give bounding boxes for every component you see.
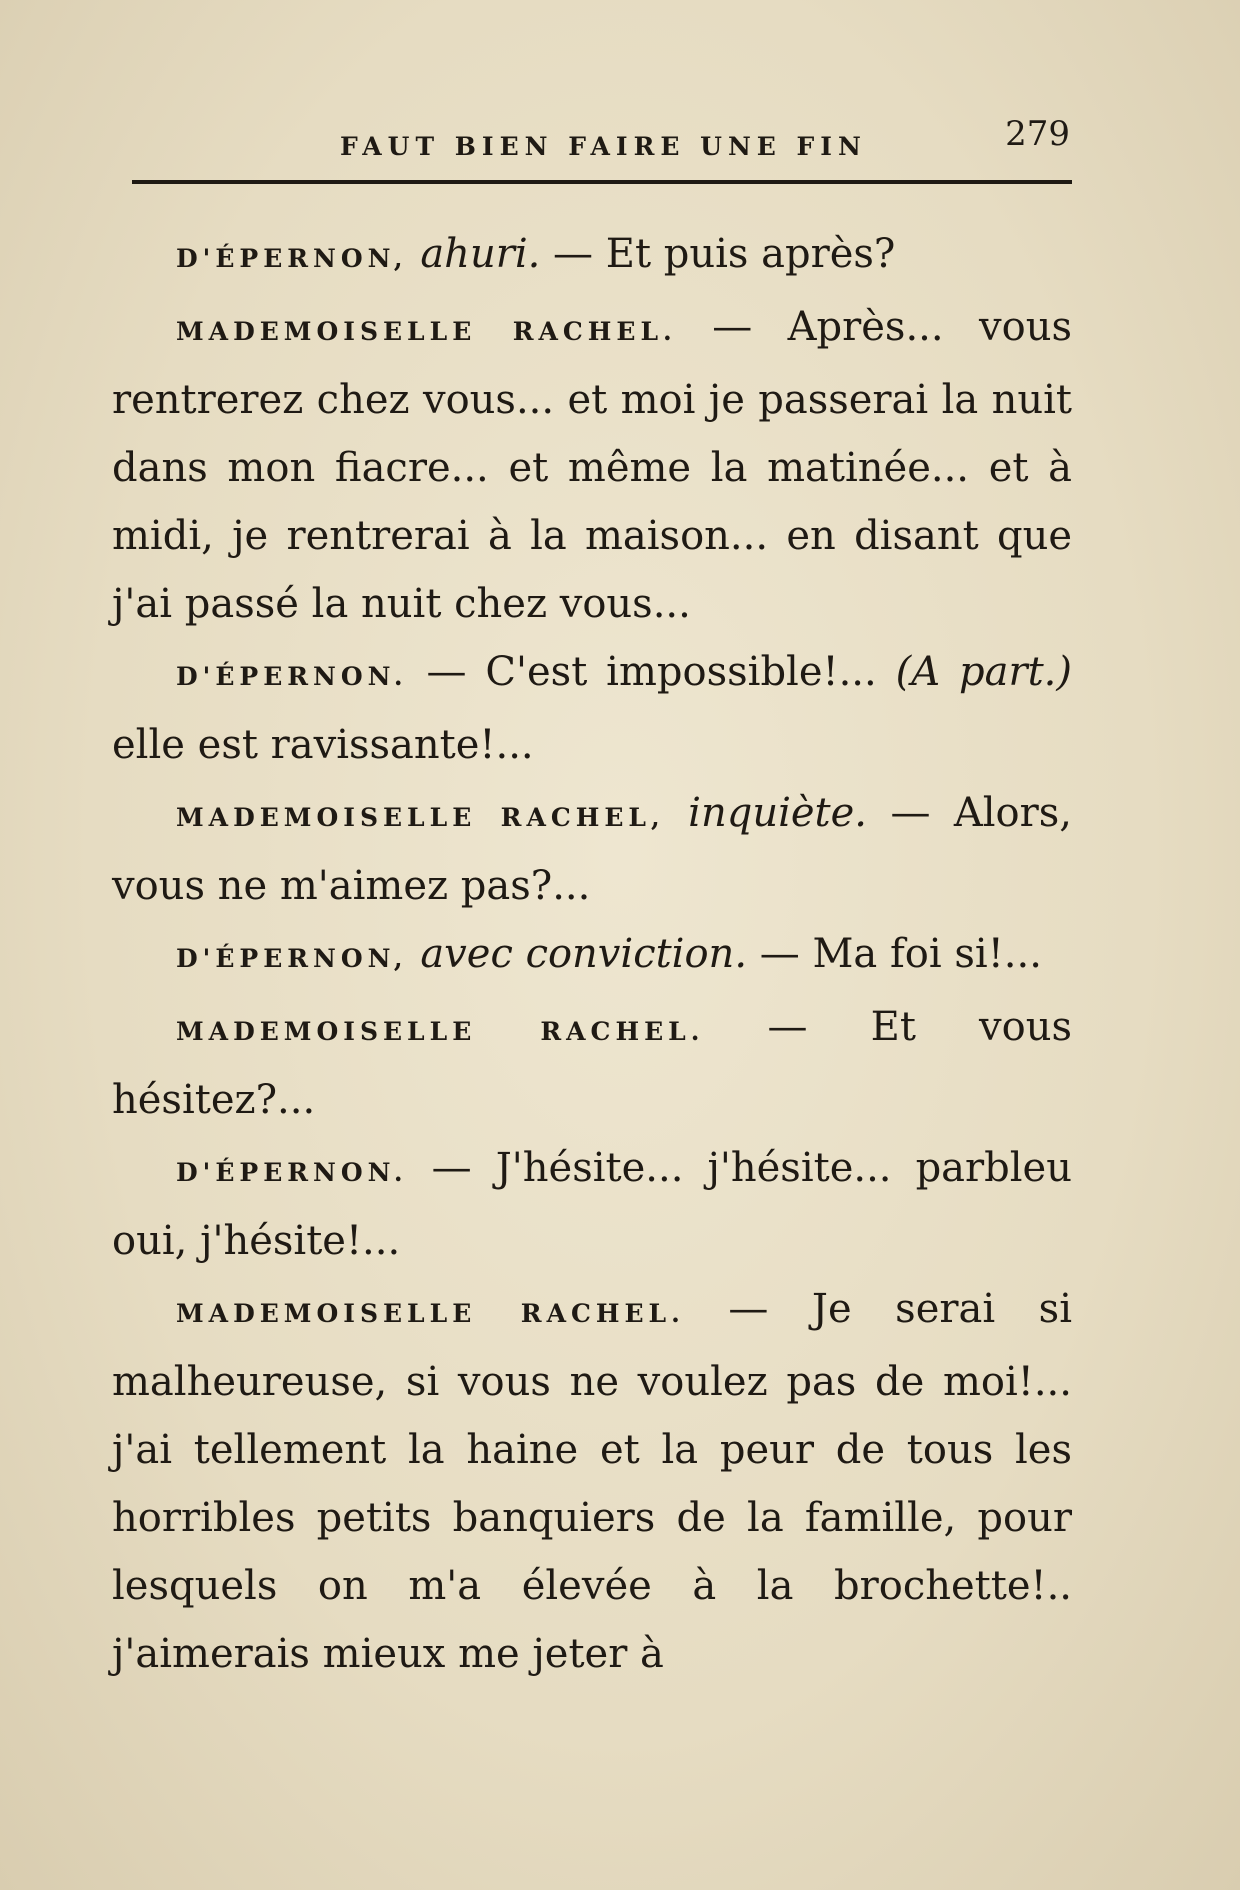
speech-text: — C'est impossible!... — [426, 649, 877, 695]
running-title: FAUT BIEN FAIRE UNE FIN — [340, 132, 867, 161]
speaker-name: MADEMOISELLE RACHEL. — [176, 1017, 705, 1046]
page-header — [130, 112, 1070, 172]
speaker-name: D'ÉPERNON. — [176, 1158, 408, 1187]
speech-text-continued: elle est ravissante!... — [112, 722, 534, 768]
speaker-name: D'ÉPERNON. — [176, 662, 408, 691]
speech-text: — Et vous hésitez?... — [112, 1004, 1072, 1123]
speech-text: — Après... vous rentrerez chez vous... et moi je passerai la nuit dans mon fiacre... et même la matinée... et à midi, je rentrerai à la maison... en disant que j'ai passé la nuit chez vous... — [112, 304, 1072, 627]
speech-2 — [112, 293, 1072, 638]
speech-text: — Je serai si malheureuse, si vous ne voulez pas de moi!... j'ai tellement la haine et la peur de tous les horribles petits banquiers de la famille, pour lesquels on m'a élevée à la brochette!.. j'aimerais mieux me jeter à — [112, 1286, 1072, 1677]
speech-6 — [112, 993, 1072, 1134]
speaker-name: MADEMOISELLE RACHEL. — [176, 317, 677, 346]
speech-text: — Et puis après? — [553, 231, 896, 277]
stage-direction: ahuri. — [420, 231, 541, 277]
speech-1 — [112, 220, 1072, 293]
dialogue-text — [112, 220, 1072, 1688]
speech-text: — Alors, vous ne m'aimez pas?... — [112, 790, 1073, 909]
speech-8 — [112, 1275, 1072, 1688]
speech-5 — [112, 920, 1072, 993]
speaker-name: MADEMOISELLE RACHEL. — [176, 1299, 685, 1328]
speaker-name: D'ÉPERNON, — [176, 944, 408, 973]
speech-4 — [112, 779, 1072, 920]
stage-direction: inquiète. — [688, 790, 868, 836]
speech-3 — [112, 638, 1072, 779]
page-number: 279 — [1005, 114, 1070, 154]
speech-text: — J'hésite... j'hésite... parbleu oui, j'hésite!... — [112, 1145, 1072, 1264]
stage-direction: avec conviction. — [420, 931, 748, 977]
header-rule — [132, 180, 1072, 184]
speaker-name: MADEMOISELLE RACHEL, — [176, 803, 665, 832]
speaker-name: D'ÉPERNON, — [176, 244, 408, 273]
stage-direction: (A part.) — [895, 649, 1072, 695]
speech-7 — [112, 1134, 1072, 1275]
speech-text: — Ma foi si!... — [759, 931, 1042, 977]
